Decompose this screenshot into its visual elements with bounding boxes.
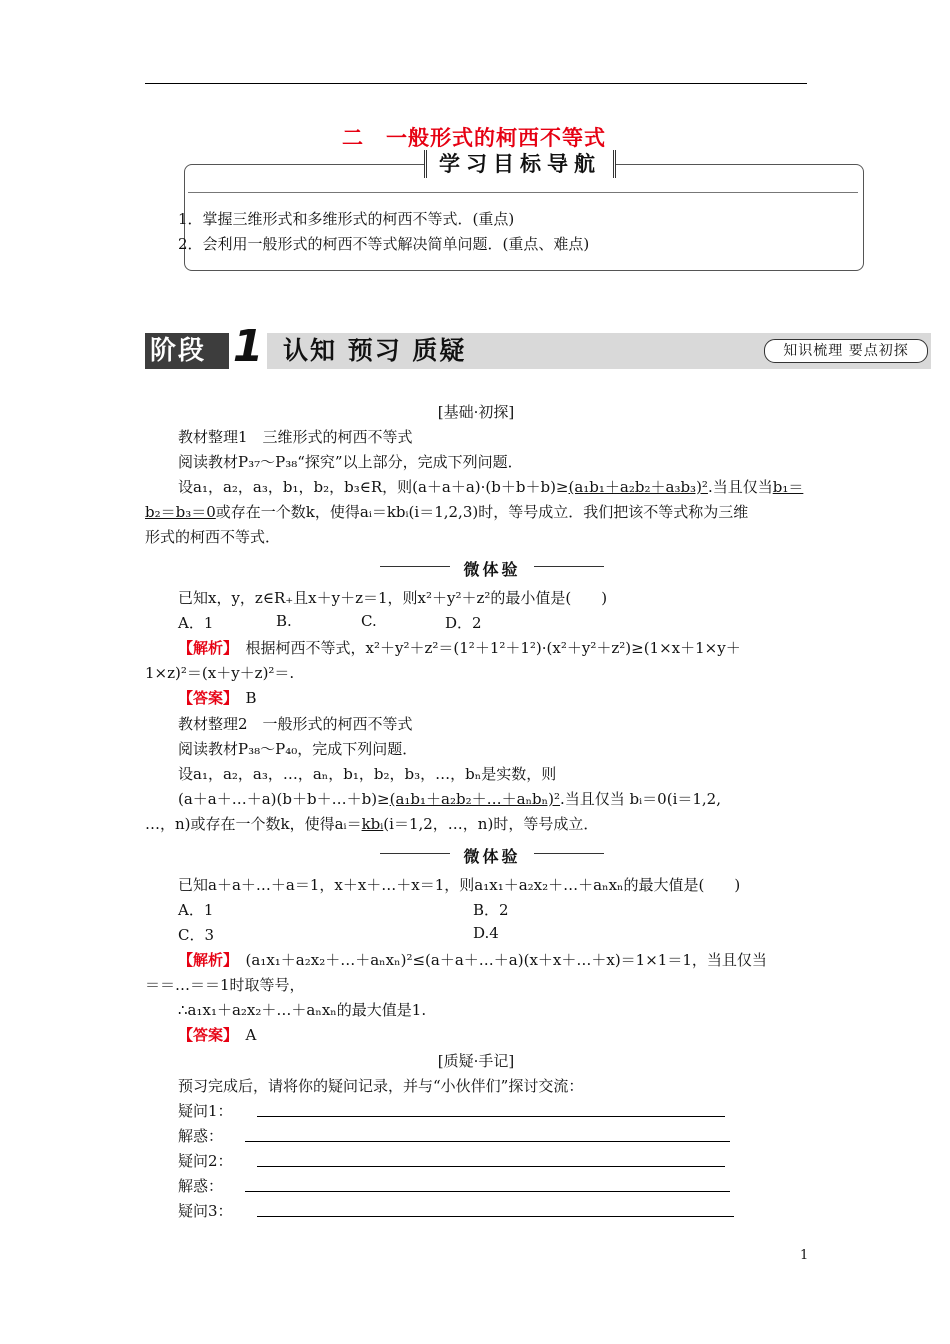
header-rule: [145, 83, 807, 84]
topic1-read: 阅读教材P₃₇～P₃₈“探究”以上部分，完成下列问题．: [178, 453, 523, 471]
ex2-analysis-conclusion: ∴a₁x₁＋a₂x₂＋…＋aₙxₙ的最大值是1.: [178, 1001, 427, 1019]
ex2-analysis: [178, 949, 767, 970]
ex2-question: 已知a＋a＋…＋a＝1，x＋x＋…＋x＝1，则a₁x₁＋a₂x₂＋…＋aₙxₙ的最大值是( ): [178, 876, 741, 894]
notes-row-label: 疑问1：: [178, 1102, 233, 1120]
mini-title: 微体验: [463, 847, 521, 866]
answer-tag: 【答案】: [178, 689, 231, 707]
notes-answer-line[interactable]: [245, 1191, 730, 1192]
ex2-option: A．1: [178, 901, 214, 919]
topic2-line1: 设a₁，a₂，a₃，…，aₙ，b₁，b₂，b₃，…，bₙ是实数，则: [178, 765, 557, 783]
answer-tag: 【答案】: [178, 1026, 231, 1044]
notes-answer-line[interactable]: [257, 1216, 734, 1217]
topic1-line3: 形式的柯西不等式．: [145, 528, 281, 546]
text: (a＋a＋…＋a)(b＋b＋…＋b)≥: [178, 790, 390, 808]
ex2-analysis-cont: ＝＝…＝＝1时取等号，: [145, 976, 305, 994]
fill-blank: (a₁b₁＋a₂b₂＋a₃b₃)²: [568, 478, 708, 496]
topic1-line1: [178, 476, 803, 497]
ex1-option: A．1: [178, 614, 214, 632]
analysis-tag: 【解析】: [178, 639, 231, 657]
goal-item: 1．掌握三维形式和多维形式的柯西不等式．(重点): [178, 210, 515, 228]
notes-header: [质疑·手记]: [437, 1052, 515, 1070]
ex1-answer: [178, 687, 257, 708]
stage-number: 1: [229, 323, 267, 371]
ex1-option: B.: [276, 612, 292, 630]
topic1-title: 教材整理1 三维形式的柯西不等式: [178, 428, 413, 446]
fill-blank: b₂＝b₃＝0: [145, 503, 216, 521]
mini-title: 微体验: [463, 560, 521, 579]
basics-header: [基础·初探]: [437, 403, 515, 421]
stage-title: 认知 预习 质疑: [283, 336, 467, 365]
stage-label: 阶段: [150, 336, 207, 366]
section-title: 二 一般形式的柯西不等式: [342, 125, 606, 150]
ex2-answer: [178, 1024, 256, 1045]
topic2-read: 阅读教材P₃₈～P₄₀，完成下列问题．: [178, 740, 418, 758]
mini-experience-divider: [380, 844, 604, 866]
notes-answer-line[interactable]: [257, 1116, 725, 1117]
answer-value: B: [245, 689, 257, 707]
answer-value: A: [245, 1026, 257, 1044]
ex1-analysis: [178, 637, 741, 658]
text: .当且仅当 bᵢ＝0(i＝1,2,: [560, 790, 721, 808]
notes-row-label: 解惑：: [178, 1177, 224, 1195]
notes-row-label: 解惑：: [178, 1127, 224, 1145]
ex2-option: C．3: [178, 926, 215, 944]
topic2-line2: [178, 788, 721, 809]
ex1-option: D．2: [445, 614, 482, 632]
notes-row-label: 疑问3：: [178, 1202, 233, 1220]
notes-row-label: 疑问2：: [178, 1152, 233, 1170]
page-number: 1: [800, 1248, 809, 1263]
goals-divider: [188, 192, 858, 193]
goals-header: 学习目标导航: [424, 150, 616, 178]
goal-item: 2．会利用一般形式的柯西不等式解决简单问题．(重点、难点): [178, 235, 590, 253]
mini-experience-divider: [380, 557, 604, 579]
ex2-option: B．2: [473, 901, 509, 919]
topic2-title: 教材整理2 一般形式的柯西不等式: [178, 715, 413, 733]
topic1-line2: [145, 501, 748, 522]
ex1-question: 已知x，y，z∈R₊且x＋y＋z＝1，则x²＋y²＋z²的最小值是( ): [178, 589, 608, 607]
topic2-line3: [145, 813, 598, 834]
fill-blank: (a₁b₁＋a₂b₂＋…＋aₙbₙ)²: [389, 790, 561, 808]
text: (i＝1,2，…，n)时，等号成立．: [383, 815, 599, 833]
text: .当且仅当: [707, 478, 773, 496]
text: 根据柯西不等式，x²＋y²＋z²＝(1²＋1²＋1²)·(x²＋y²＋z²)≥(1×x＋1×y＋: [245, 639, 741, 657]
ex1-option: C.: [361, 612, 377, 630]
ex1-analysis-cont: 1×z)²＝(x＋y＋z)²＝.: [145, 664, 295, 682]
text: 或存在一个数k，使得aᵢ＝kbᵢ(i＝1,2,3)时，等号成立．我们把该不等式称为三维: [215, 503, 749, 521]
notes-intro: 预习完成后，请将你的疑问记录，并与“小伙伴们”探讨交流：: [178, 1077, 584, 1095]
text: (a₁x₁＋a₂x₂＋…＋aₙxₙ)²≤(a＋a＋…＋a)(x＋x＋…＋x)＝1×1＝1，当且仅当: [245, 951, 767, 969]
text: 设a₁，a₂，a₃，b₁，b₂，b₃∈R，则(a＋a＋a)·(b＋b＋b)≥: [178, 478, 569, 496]
fill-blank: b₁＝: [772, 478, 804, 496]
notes-answer-line[interactable]: [257, 1166, 725, 1167]
ex2-option: D.4: [473, 924, 499, 942]
fill-blank: kbᵢ: [361, 815, 384, 833]
notes-answer-line[interactable]: [245, 1141, 730, 1142]
text: …，n)或存在一个数k，使得aᵢ＝: [145, 815, 362, 833]
stage-tag: 知识梳理 要点初探: [764, 339, 928, 363]
analysis-tag: 【解析】: [178, 951, 231, 969]
